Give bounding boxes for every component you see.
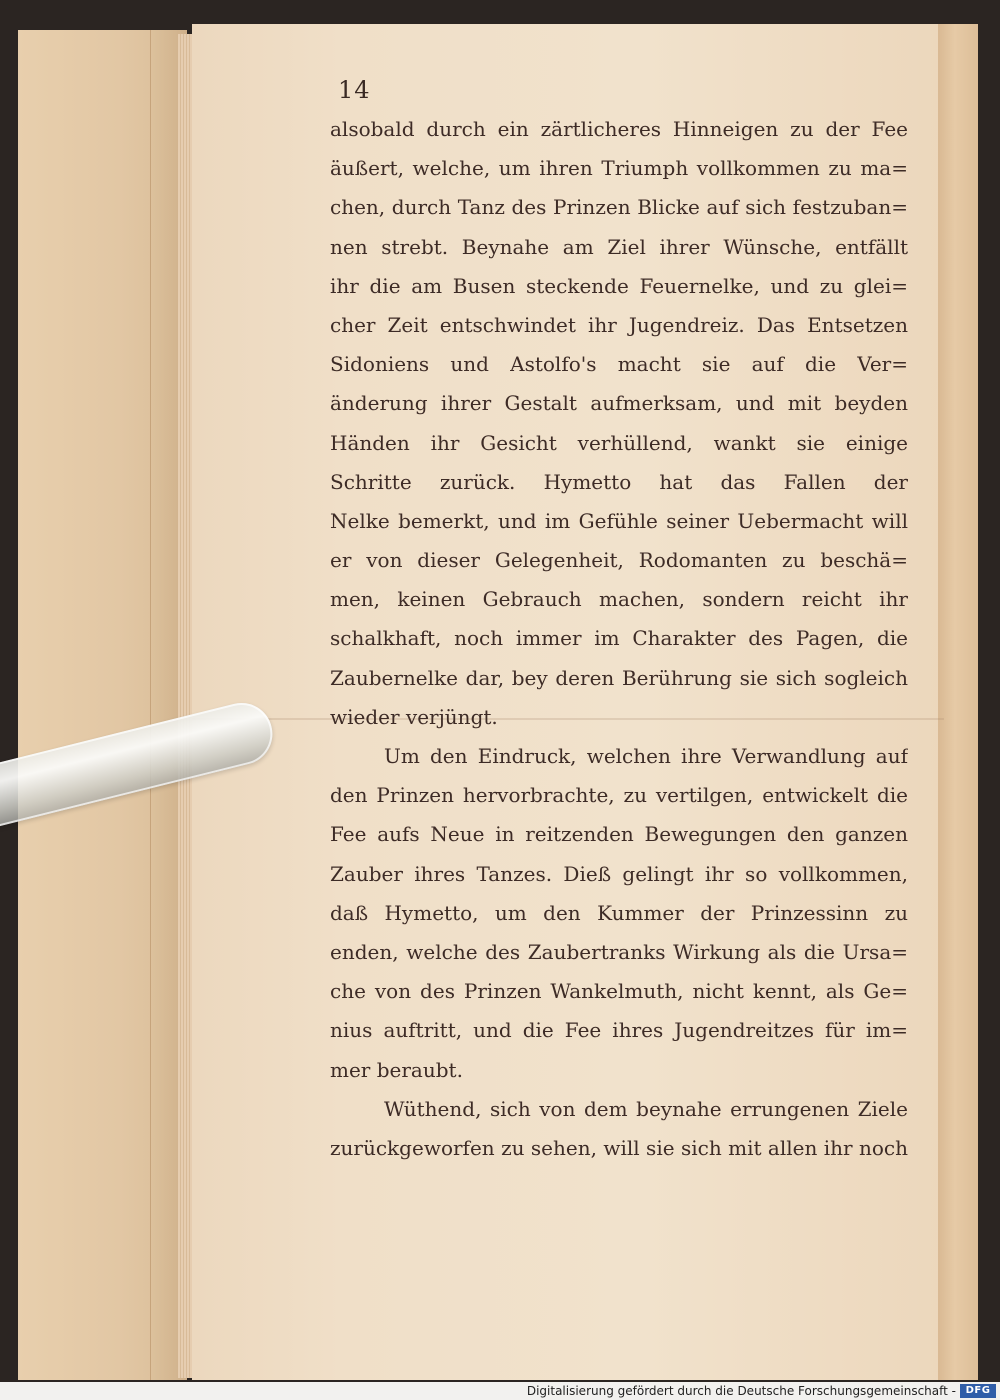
text-line: ihr die am Busen steckende Feuernelke, und zu glei= <box>330 273 908 298</box>
text-line: Zaubernelke dar, bey deren Berührung sie sich sogleich <box>330 665 908 690</box>
text-line: Fee aufs Neue in reitzenden Bewegungen den ganzen <box>330 822 908 847</box>
text-line: er von dieser Gelegenheit, Rodomanten zu beschä= <box>330 548 908 573</box>
text-line: alsobald durch ein zärtlicheres Hinneigen zu der Fee <box>330 117 908 141</box>
dfg-logo: DFG <box>960 1384 996 1398</box>
page-number: 14 <box>338 76 371 104</box>
text-line: chen, durch Tanz des Prinzen Blicke auf sich festzuban= <box>330 195 908 220</box>
facing-page-edge <box>938 24 980 1380</box>
text-line: Um den Eindruck, welchen ihre Verwandlung auf <box>384 744 908 768</box>
scan-right-border <box>978 24 1000 1380</box>
text-line: Wüthend, sich von dem beynahe errungenen Ziele <box>384 1096 908 1121</box>
text-line: Zauber ihres Tanzes. Dieß gelingt ihr so vollkommen, <box>330 861 908 886</box>
scan-footer <box>0 1382 1000 1400</box>
text-line: änderung ihrer Gestalt aufmerksam, und mit beyden <box>330 391 908 416</box>
text-line: nen strebt. Beynahe am Ziel ihrer Wünsche, entfällt <box>330 234 908 259</box>
page-text <box>330 110 908 1168</box>
text-line: Händen ihr Gesicht verhüllend, wankt sie einige <box>330 430 908 455</box>
text-line: cher Zeit entschwindet ihr Jugendreiz. Das Entsetzen <box>330 312 908 337</box>
text-line: men, keinen Gebrauch machen, sondern reicht ihr <box>330 587 908 612</box>
text-line: zurückgeworfen zu sehen, will sie sich mit allen ihr noch <box>330 1135 908 1160</box>
text-line: wieder verjüngt. <box>330 704 498 729</box>
text-line: äußert, welche, um ihren Triumph vollkommen zu ma= <box>330 156 908 181</box>
text-line: daß Hymetto, um den Kummer der Prinzessinn zu <box>330 900 908 925</box>
funding-credit: Digitalisierung gefördert durch die Deutsche Forschungsgemeinschaft - <box>526 1384 956 1398</box>
text-line: den Prinzen hervorbrachte, zu vertilgen, entwickelt die <box>330 783 908 808</box>
text-line: Sidoniens und Astolfo's macht sie auf die Ver= <box>330 352 908 377</box>
text-line: schalkhaft, noch immer im Charakter des Pagen, die <box>330 626 908 651</box>
text-line: nius auftritt, und die Fee ihres Jugendreitzes für im= <box>330 1018 908 1043</box>
text-line: enden, welche des Zaubertranks Wirkung als die Ursa= <box>330 939 908 964</box>
text-line: Nelke bemerkt, und im Gefühle seiner Uebermacht will <box>330 508 908 533</box>
text-line: che von des Prinzen Wankelmuth, nicht kennt, als Ge= <box>330 979 908 1004</box>
text-line: mer beraubt. <box>330 1057 463 1082</box>
text-line: Schritte zurück. Hymetto hat das Fallen der <box>330 469 908 494</box>
